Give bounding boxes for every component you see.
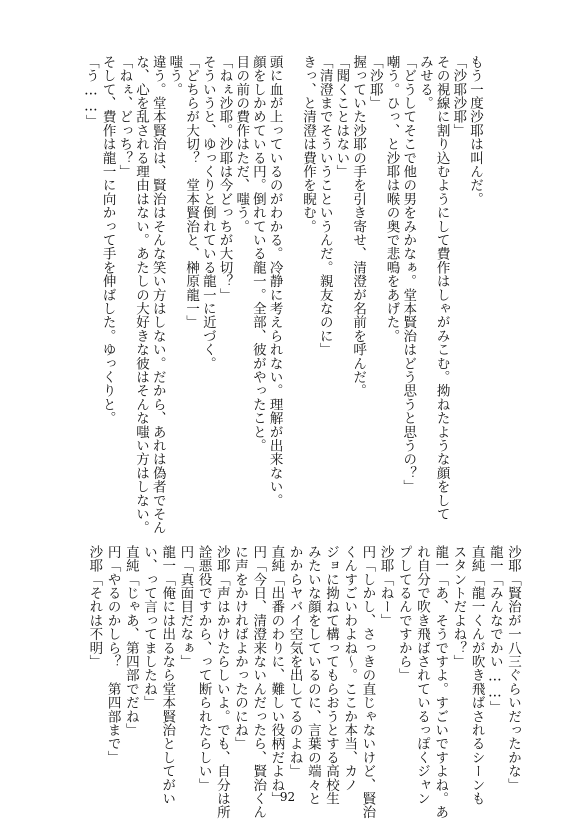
- text-line: 沙耶「声はかけたらしいよ。でも、自分は所: [213, 545, 230, 819]
- text-line: い、って言ってましたね」: [141, 545, 157, 710]
- text-line: 「どうしてそこで他の男をみかなぁ。堂本賢治はどう思うと思うの？」: [400, 55, 417, 494]
- text-line: プしてるんですから」: [395, 545, 412, 682]
- text-line: 「ねぇ沙耶。沙耶は今どっちが大切？」: [216, 55, 233, 302]
- text-line: 「沙耶」: [366, 55, 383, 110]
- text-line: 沙耶「ねー」: [377, 545, 394, 628]
- text-line: くんすごいわよね〜。ここか本当、カノ: [341, 545, 358, 792]
- text-line: 沙耶「賢治が一八三ぐらいだったかな」: [505, 545, 521, 792]
- text-line: 顔をしかめている円。倒れている龍一。全部、彼がやったこと。: [249, 55, 266, 453]
- text-line: そして、費作は龍一に向かって手を伸ばした。ゆっくりと。: [99, 55, 116, 425]
- text-line: 「沙耶沙耶」: [450, 55, 467, 138]
- text-line: 頭に血が上っているのがわかる。冷静に考えられない。理解が出来ない。: [266, 55, 283, 508]
- text-line: 龍一「みんなでかい……」: [486, 545, 503, 715]
- text-line: もう一度沙耶は叫んだ。: [467, 55, 483, 206]
- text-line: 直純「出番のわりに、難しい役柄だよね」: [268, 545, 285, 806]
- text-line: みたいな顔をしているのに、言葉の端々と: [304, 545, 321, 806]
- text-line: 円「やるのかしら？ 第四部まで」: [104, 545, 121, 765]
- text-line: 「清澄までそういうこというんだ。親友なのに」: [316, 55, 333, 357]
- text-line: きっ、と清澄は費作を睨む。: [300, 55, 316, 234]
- text-line: れ自分で吹き飛ばされているっぽくジャン: [414, 545, 430, 806]
- text-line: 目の前の費作はただ、嗤う。: [233, 55, 250, 234]
- text-line: 直純「龍一くんが吹き飛ばされるシーンも: [468, 545, 485, 806]
- text-line: 「どちらが大切？ 堂本賢治と、榊原龍一」: [183, 55, 200, 329]
- text-line: 違う。堂本賢治は、賢治はそんな笑い方はしない。だから、あれは偽者でそん: [149, 55, 166, 535]
- text-line: みせる。: [416, 55, 433, 110]
- text-line: かからヤバイ空気を出してるのよね」: [286, 545, 303, 778]
- text-line: 円「真面目だなぁ」: [177, 545, 194, 669]
- text-line: 握っていた沙耶の手を引き寄せ、清澄が名前を呼んだ。: [350, 55, 367, 398]
- text-line: 円「しかし、さっきの直じゃないけど、賢治: [359, 545, 376, 819]
- text-line: 嗤う。: [166, 55, 183, 97]
- text-line: そういうと、ゆっくりと倒れている龍一に近づく。: [199, 55, 216, 371]
- text-line: 「ねぇ、どっち？」: [116, 55, 133, 179]
- text-line: 「う……」: [82, 55, 99, 129]
- text-line: 「聞くことはない」: [333, 55, 350, 179]
- page-number: 92: [279, 790, 296, 804]
- text-line: 円「今日、清澄来ないんだったら、賢治くん: [250, 545, 267, 819]
- text-line: スタントだよね？」: [450, 545, 467, 669]
- text-line: 詮悪役ですから、って断られたらしい」: [195, 545, 212, 792]
- text-line: 直純「じゃあ、第四部でだね」: [122, 545, 139, 737]
- text-line: な、心を乱される理由はない。あたしの大好きな彼はそんな嗤い方はしない。: [133, 55, 149, 535]
- text-line: 嘲う。ひっ、と沙耶は喉の奥で悲鳴をあげた。: [383, 55, 400, 343]
- text-line: 龍一「俺には出るなら堂本賢治としてがい: [159, 545, 176, 806]
- text-line: その視線に割り込むようにして費作はしゃがみこむ。拗ねたような顔をして: [433, 55, 450, 521]
- text-line: 沙耶「それは不明」: [86, 545, 103, 669]
- text-line: に声をかければよかったのにね」: [232, 545, 248, 751]
- text-line: ジョに拗ねて構ってもらおうとする高校生: [323, 545, 339, 806]
- text-line: 龍一「あ、そうですよ。すごいですよね。あ: [432, 545, 449, 819]
